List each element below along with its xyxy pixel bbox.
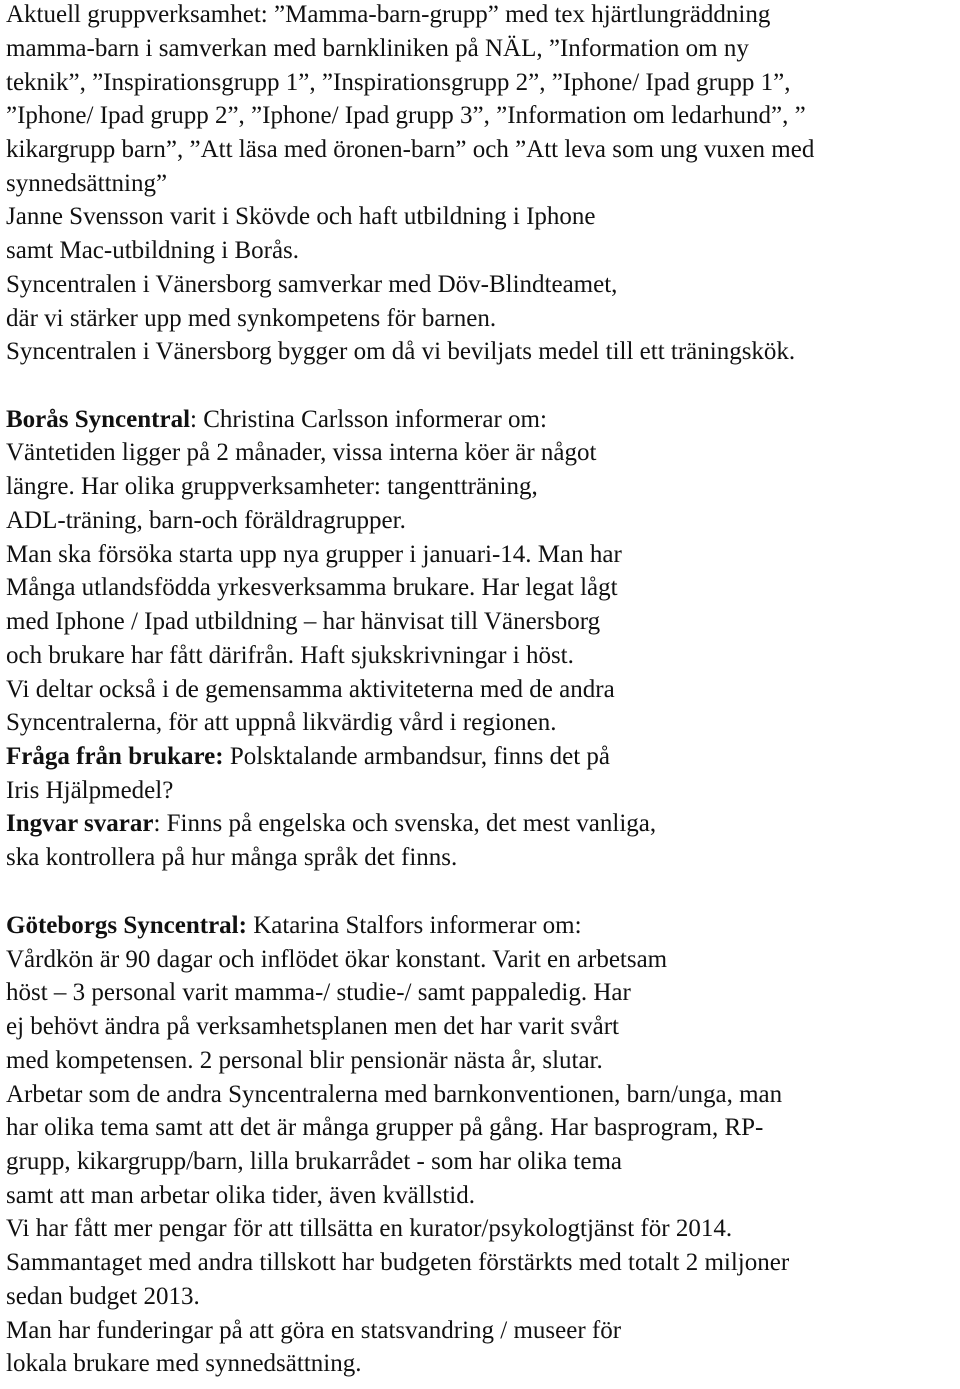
text-segment: Man ska försöka starta upp nya grupper i januari-14. Man har — [6, 541, 622, 568]
text-segment: Sammantaget med andra tillskott har budgeten förstärkts med totalt 2 miljoner — [6, 1249, 790, 1276]
text-segment: Katarina Stalfors informerar om: — [246, 912, 582, 939]
text-line — [6, 607, 600, 637]
text-line — [6, 202, 596, 232]
text-line — [6, 742, 610, 772]
bold-label: Göteborgs Syncentral: — [6, 912, 247, 939]
text-segment: längre. Har olika gruppverksamheter: tangentträning, — [6, 473, 538, 500]
text-segment: lokala brukare med synnedsättning. — [6, 1350, 362, 1377]
text-line — [6, 1147, 622, 1177]
text-line — [6, 1113, 763, 1143]
text-segment: teknik”, ”Inspirationsgrupp 1”, ”Inspirationsgrupp 2”, ”Iphone/ Ipad grupp 1”, — [6, 69, 791, 96]
text-line — [6, 1282, 200, 1312]
text-line — [6, 304, 496, 334]
text-segment: har olika tema samt att det är många grupper på gång. Har basprogram, RP- — [6, 1114, 764, 1141]
text-line — [6, 1181, 475, 1211]
text-line — [6, 405, 547, 435]
bold-label: Ingvar svarar — [6, 810, 154, 837]
bold-label: Borås Syncentral — [6, 406, 191, 433]
text-segment: Syncentralen i Vänersborg samverkar med Döv-Blindteamet, — [6, 271, 618, 298]
text-line — [6, 1248, 789, 1278]
text-line — [6, 809, 656, 839]
text-line — [6, 1349, 361, 1379]
text-segment: och brukare har fått därifrån. Haft sjukskrivningar i höst. — [6, 642, 574, 669]
text-segment: ej behövt ändra på verksamhetsplanen men det har varit svårt — [6, 1013, 619, 1040]
text-line — [6, 1080, 782, 1110]
text-segment: Iris Hjälpmedel? — [6, 777, 174, 804]
text-segment: Väntetiden ligger på 2 månader, vissa interna köer är något — [6, 439, 597, 466]
text-line — [6, 843, 457, 873]
text-segment: synnedsättning” — [6, 170, 168, 197]
text-line — [6, 1046, 603, 1076]
text-line — [6, 1214, 732, 1244]
text-segment: med kompetensen. 2 personal blir pensionär nästa år, slutar. — [6, 1047, 603, 1074]
text-line — [6, 641, 574, 671]
text-segment: Man har funderingar på att göra en statsvandring / museer för — [6, 1317, 622, 1344]
text-segment: med Iphone / Ipad utbildning – har hänvisat till Vänersborg — [6, 608, 601, 635]
text-segment: Syncentralen i Vänersborg bygger om då vi beviljats medel till ett träningskök. — [6, 338, 796, 365]
text-line — [6, 438, 596, 468]
text-line — [6, 776, 173, 806]
text-segment: ska kontrollera på hur många språk det finns. — [6, 844, 458, 871]
text-segment: : Christina Carlsson informerar om: — [190, 406, 547, 433]
text-segment: Vi deltar också i de gemensamma aktiviteterna med de andra — [6, 676, 615, 703]
text-segment: Vi har fått mer pengar för att tillsätta en kurator/psykologtjänst för 2014. — [6, 1215, 733, 1242]
text-segment: kikargrupp barn”, ”Att läsa med öronen-barn” och ”Att leva som ung vuxen med — [6, 136, 815, 163]
text-line — [6, 978, 631, 1008]
text-line — [6, 945, 667, 975]
text-segment: Polsktalande armbandsur, finns det på — [223, 743, 610, 770]
text-line — [6, 708, 557, 738]
text-segment: Janne Svensson varit i Skövde och haft utbildning i Iphone — [6, 203, 596, 230]
text-segment: samt Mac-utbildning i Borås. — [6, 237, 300, 264]
text-line — [6, 0, 770, 30]
text-line — [6, 573, 618, 603]
text-segment: Vårdkön är 90 dagar och inflödet ökar konstant. Varit en arbetsam — [6, 946, 668, 973]
text-line — [6, 236, 299, 266]
text-segment: mamma-barn i samverkan med barnkliniken på NÄL, ”Information om ny — [6, 35, 749, 62]
text-segment: höst – 3 personal varit mamma-/ studie-/ samt pappaledig. Har — [6, 979, 631, 1006]
bold-label: Fråga från brukare: — [6, 743, 224, 770]
text-line — [6, 472, 538, 502]
text-segment: ADL-träning, barn-och föräldragrupper. — [6, 507, 406, 534]
text-segment: Aktuell gruppverksamhet: ”Mamma-barn-grupp” med tex hjärtlungräddning — [6, 1, 771, 28]
text-line — [6, 68, 791, 98]
text-segment: Arbetar som de andra Syncentralerna med barnkonventionen, barn/unga, man — [6, 1081, 783, 1108]
text-segment: ”Iphone/ Ipad grupp 2”, ”Iphone/ Ipad grupp 3”, ”Information om ledarhund”, ” — [6, 102, 806, 129]
text-segment: där vi stärker upp med synkompetens för barnen. — [6, 305, 497, 332]
text-line — [6, 34, 749, 64]
text-line — [6, 337, 795, 367]
text-segment: : Finns på engelska och svenska, det mest vanliga, — [153, 810, 657, 837]
text-line — [6, 135, 814, 165]
text-line — [6, 169, 167, 199]
text-line — [6, 1012, 619, 1042]
text-segment: grupp, kikargrupp/barn, lilla brukarrådet - som har olika tema — [6, 1148, 623, 1175]
text-line — [6, 101, 806, 131]
text-segment: Många utlandsfödda yrkesverksamma brukare. Har legat lågt — [6, 574, 618, 601]
text-line — [6, 911, 582, 941]
text-line — [6, 540, 622, 570]
text-line — [6, 1316, 621, 1346]
text-segment: sedan budget 2013. — [6, 1283, 200, 1310]
text-line — [6, 270, 617, 300]
text-segment: samt att man arbetar olika tider, även kvällstid. — [6, 1182, 475, 1209]
text-line — [6, 675, 615, 705]
text-segment: Syncentralerna, för att uppnå likvärdig vård i regionen. — [6, 709, 557, 736]
text-line — [6, 506, 406, 536]
